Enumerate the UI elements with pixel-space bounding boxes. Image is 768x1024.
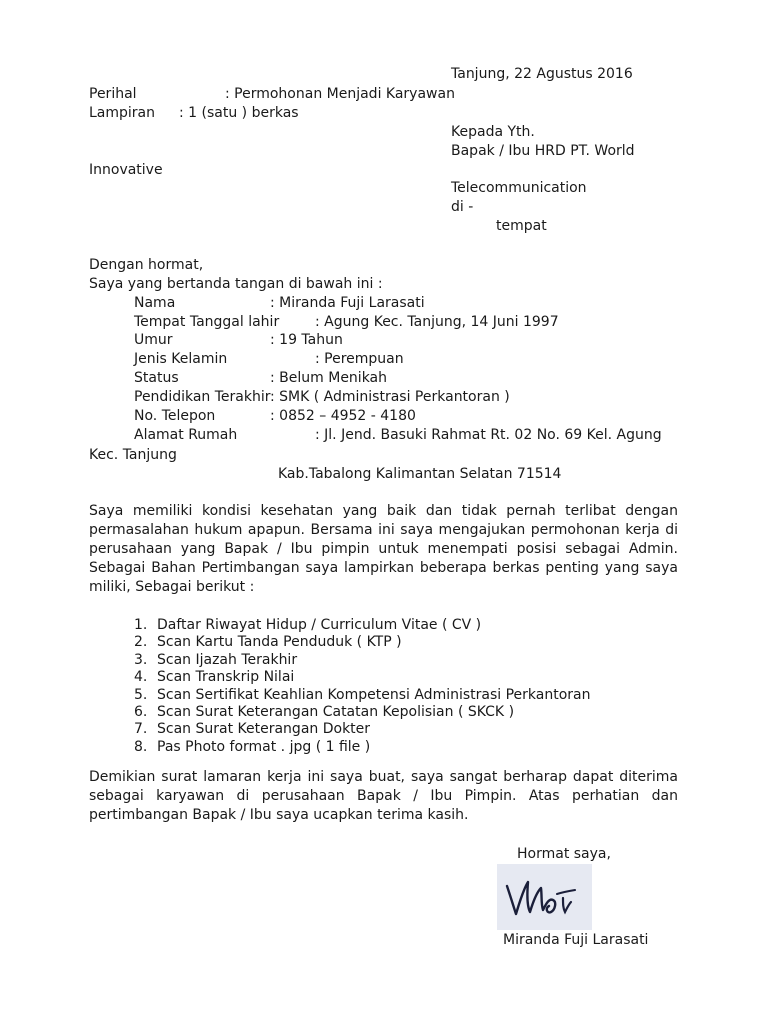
signer-name: Miranda Fuji Larasati [503, 932, 649, 948]
signature-scribble-icon [497, 864, 592, 930]
attachment-list [89, 617, 591, 756]
recipient-salutation: Kepada Yth. [451, 124, 535, 140]
perihal-value: : Permohonan Menjadi Karyawan [225, 86, 455, 102]
intro-line: Saya yang bertanda tangan di bawah ini : [89, 276, 383, 292]
list-item [134, 669, 591, 686]
body-paragraph [89, 502, 678, 597]
lampiran-value: : 1 (satu ) berkas [179, 105, 299, 121]
lampiran-label: Lampiran [89, 105, 156, 121]
list-item [134, 634, 591, 651]
body-line: permasalahan hukum apapun. Bersama ini saya mengajukan permohonan kerja di [89, 522, 678, 538]
jenis-kelamin-label: Jenis Kelamin [134, 351, 228, 367]
list-item [134, 739, 591, 756]
list-item [134, 704, 591, 721]
list-text: Daftar Riwayat Hidup / Curriculum Vitae ( CV ) [157, 617, 482, 633]
list-number: 1. [134, 617, 148, 633]
status-value: : Belum Menikah [270, 370, 388, 386]
list-text: Scan Surat Keterangan Catatan Kepolisian ( SKCK ) [157, 704, 515, 721]
body-line: perusahaan yang Bapak / Ibu pimpin untuk menempati posisi sebagai Admin. [89, 541, 678, 557]
list-number: 5. [134, 686, 148, 703]
body-line: Sebagai Bahan Pertimbangan saya lampirkan beberapa berkas penting yang saya [89, 560, 678, 576]
body-line: Saya memiliki kondisi kesehatan yang baik dan tidak pernah terlibat dengan [89, 503, 678, 519]
list-text: Scan Ijazah Terakhir [157, 651, 298, 668]
alamat-line2: Kab.Tabalong Kalimantan Selatan 71514 [278, 466, 562, 482]
list-item [134, 617, 591, 634]
jenis-kelamin-value: : Perempuan [315, 351, 404, 367]
list-number: 8. [134, 738, 148, 755]
closing-line: Demikian surat lamaran kerja ini saya buat, saya sangat berharap dapat diterima [89, 769, 678, 785]
alamat-wrap: Kec. Tanjung [89, 447, 177, 463]
umur-label: Umur [134, 332, 173, 348]
pendidikan-label: Pendidikan Terakhir [134, 389, 271, 405]
signature-image [497, 864, 592, 930]
list-number: 4. [134, 669, 148, 686]
pendidikan-value: : SMK ( Administrasi Perkantoran ) [270, 389, 510, 405]
recipient-place: tempat [496, 218, 547, 234]
ttl-value: : Agung Kec. Tanjung, 14 Juni 1997 [315, 314, 559, 330]
sign-off: Hormat saya, [517, 846, 611, 862]
recipient-company: Bapak / Ibu HRD PT. World [451, 143, 635, 159]
list-number: 3. [134, 651, 148, 668]
list-text: Scan Surat Keterangan Dokter [157, 721, 371, 738]
status-label: Status [134, 370, 179, 386]
body-line: miliki, Sebagai berikut : [89, 579, 255, 595]
letter-date: Tanjung, 22 Agustus 2016 [451, 66, 633, 82]
perihal-label: Perihal [89, 86, 137, 102]
closing-paragraph [89, 768, 678, 825]
telepon-label: No. Telepon [134, 408, 216, 424]
list-item [134, 687, 591, 704]
list-text: Scan Kartu Tanda Penduduk ( KTP ) [157, 634, 402, 651]
nama-label: Nama [134, 295, 176, 311]
recipient-di: di - [451, 199, 474, 215]
umur-value: : 19 Tahun [270, 332, 343, 348]
list-number: 7. [134, 721, 148, 738]
list-number: 6. [134, 704, 148, 721]
list-item [134, 721, 591, 738]
alamat-label: Alamat Rumah [134, 427, 238, 443]
nama-value: : Miranda Fuji Larasati [270, 295, 425, 311]
recipient-company-cont: Telecommunication [451, 180, 587, 196]
alamat-value: : Jl. Jend. Basuki Rahmat Rt. 02 No. 69 Kel. Agung [315, 427, 662, 443]
telepon-value: : 0852 – 4952 - 4180 [270, 408, 416, 424]
list-text: Scan Transkrip Nilai [157, 669, 295, 686]
recipient-company-wrap: Innovative [89, 162, 163, 178]
closing-line: pertimbangan Bapak / Ibu saya ucapkan terima kasih. [89, 807, 469, 823]
ttl-label: Tempat Tanggal lahir [134, 314, 280, 330]
list-text: Pas Photo format . jpg ( 1 file ) [157, 738, 371, 755]
list-item [134, 652, 591, 669]
closing-line: sebagai karyawan di perusahaan Bapak / Ibu Pimpin. Atas perhatian dan [89, 788, 678, 804]
greeting: Dengan hormat, [89, 257, 204, 273]
list-text: Scan Sertifikat Keahlian Kompetensi Administrasi Perkantoran [157, 686, 591, 703]
list-number: 2. [134, 634, 148, 651]
